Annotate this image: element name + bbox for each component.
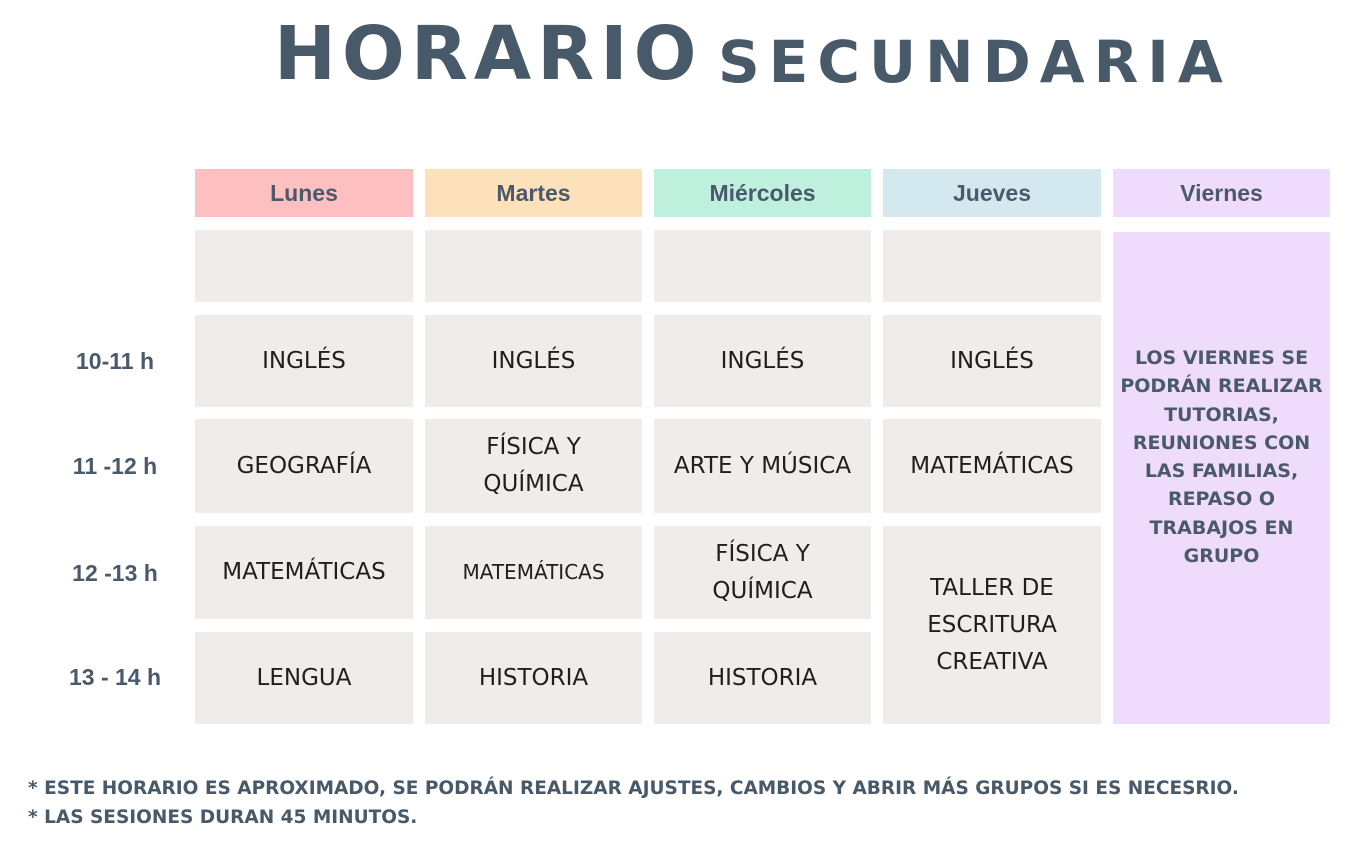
empty-slot-martes <box>425 230 642 302</box>
schedule-cell-lunes-3: MATEMÁTICAS <box>195 526 413 619</box>
schedule-cell-jueves-2: MATEMÁTICAS <box>883 419 1101 513</box>
schedule-cell-martes-3: MATEMÁTICAS <box>425 526 642 619</box>
schedule-cell-jueves-1: INGLÉS <box>883 315 1101 407</box>
schedule-cell-martes-4: HISTORIA <box>425 632 642 724</box>
empty-slot-jueves <box>883 230 1101 302</box>
schedule-cell-miercoles-2: ARTE Y MÚSICA <box>654 419 871 513</box>
day-header-viernes: Viernes <box>1113 169 1330 217</box>
schedule-cell-lunes-4: LENGUA <box>195 632 413 724</box>
time-label-13-14: 13 - 14 h <box>68 664 162 690</box>
time-label-12-13: 12 -13 h <box>72 560 158 586</box>
empty-slot-lunes <box>195 230 413 302</box>
page-title <box>0 12 1366 102</box>
day-header-martes: Martes <box>425 169 642 217</box>
friday-note: LOS VIERNES SE PODRÁN REALIZAR TUTORIAS, REUNIONES CON LAS FAMILIAS, REPASO O TRABAJOS EN GRUPO <box>1120 347 1323 568</box>
footnote-1: * ESTE HORARIO ES APROXIMADO, SE PODRÁN REALIZAR AJUSTES, CAMBIOS Y ABRIR MÁS GRUPOS SI ES NECESRIO. <box>28 778 1239 799</box>
schedule-cell-martes-1: INGLÉS <box>425 315 642 407</box>
schedule-cell-jueves-3: TALLER DE ESCRITURA CREATIVA <box>883 526 1101 724</box>
schedule-cell-miercoles-1: INGLÉS <box>654 315 871 407</box>
day-header-miercoles: Miércoles <box>654 169 871 217</box>
schedule-cell-miercoles-3: FÍSICA Y QUÍMICA <box>654 526 871 619</box>
schedule-cell-martes-2: FÍSICA Y QUÍMICA <box>425 419 642 513</box>
time-label-10-11: 10-11 h <box>76 348 154 374</box>
schedule-cell-miercoles-4: HISTORIA <box>654 632 871 724</box>
title-main: HORARIO <box>274 11 703 97</box>
footnote-2: * LAS SESIONES DURAN 45 MINUTOS. <box>28 807 418 828</box>
time-label-11-12: 11 -12 h <box>72 453 158 479</box>
footnotes <box>28 774 1239 832</box>
empty-slot-miercoles <box>654 230 871 302</box>
title-sub: SECUNDARIA <box>718 28 1232 96</box>
day-header-jueves: Jueves <box>883 169 1101 217</box>
day-header-lunes: Lunes <box>195 169 413 217</box>
schedule-cell-lunes-2: GEOGRAFÍA <box>195 419 413 513</box>
schedule-cell-lunes-1: INGLÉS <box>195 315 413 407</box>
